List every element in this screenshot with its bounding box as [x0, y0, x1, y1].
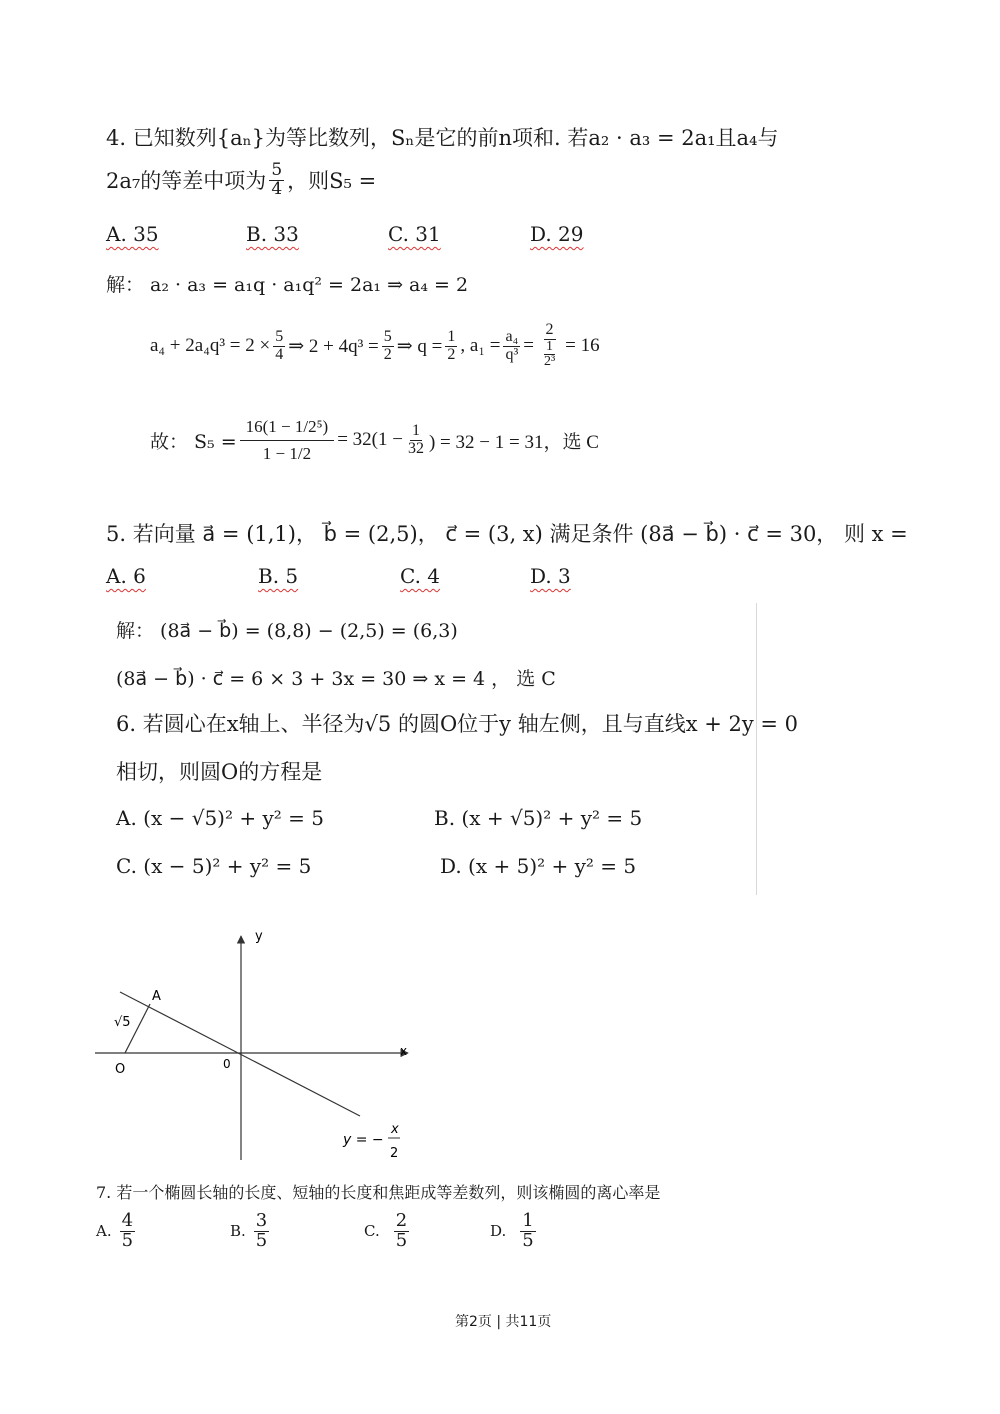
q7-option-c: [364, 1212, 412, 1251]
q4-line2: [106, 162, 376, 199]
q4-sol3-a: 故： S₅ =: [150, 430, 237, 453]
q4-sol3-c: ) = 32 − 1 = 31，选 C: [428, 431, 599, 453]
q5-solution-line1: 解： (8a⃗ − b⃗) = (8,8) − (2,5) = (6,3): [116, 620, 458, 642]
q7-option-a-frac: [120, 1212, 135, 1251]
q4-sol2-a: a₄ + 2a₄q³ = 2 ×: [150, 335, 271, 357]
q4-sol3-frac2: [406, 423, 426, 458]
x-axis-label: x: [400, 1044, 408, 1058]
q7-option-d-den: 5: [522, 1229, 534, 1251]
q5-option-c: C. 4: [400, 564, 441, 588]
q7-option-b-frac: [254, 1212, 269, 1251]
q7-option-c-num: 2: [395, 1210, 408, 1231]
y-axis-label: y: [255, 929, 263, 944]
q4-sol3-frac2-num: 1: [411, 422, 420, 440]
q4-frac-den: 4: [271, 178, 283, 199]
point-a-label: A: [152, 989, 161, 1004]
q4-solution-line1: 解： a₂ · a₃ = a₁q · a₁q² = 2a₁ ⇒ a₄ = 2: [106, 274, 469, 296]
q4-sol3-bigfrac: [240, 418, 335, 463]
line-eq-den: 2: [390, 1146, 399, 1161]
q4-option-b: B. 33: [246, 222, 299, 246]
line-eq-label: y = −: [343, 1132, 384, 1148]
q7-option-b-den: 5: [255, 1229, 268, 1251]
q7-option-a: [96, 1212, 138, 1251]
q4-sol2-frac2-den: 2: [383, 345, 392, 363]
page-footer: 第2页 | 共11页: [455, 1314, 552, 1330]
q4-sol2-frac5-num: 2: [545, 321, 554, 338]
q4-sol2-frac1-num: 5: [275, 327, 284, 345]
q4-sol2-frac2: [382, 329, 394, 364]
q4-sol2-e: =: [523, 335, 534, 357]
origin-label: 0: [223, 1057, 231, 1071]
q6-line2: 相切，则圆O的方程是: [116, 760, 323, 784]
point-o-label: O: [115, 1062, 126, 1077]
q5-solution-line2: (8a⃗ − b⃗) · c⃗ = 6 × 3 + 3x = 30 ⇒ x = 4 ， 选 C: [116, 668, 556, 690]
q4-sol2-frac2-num: 5: [383, 327, 392, 345]
q7-option-d-frac: [520, 1212, 535, 1251]
q4-sol2-frac4-num: a₄: [505, 327, 519, 345]
q4-sol2-frac3-num: 1: [447, 327, 456, 345]
q4-sol2-frac1: [273, 329, 285, 364]
q4-sol2-frac5-inner: [542, 340, 557, 370]
q4-line2-text-b: ，则S₅ =: [287, 169, 377, 194]
q4-sol2-frac5-inner-num: 1: [546, 338, 554, 354]
q7-option-a-letter: A.: [96, 1222, 112, 1241]
q6-figure: [90, 920, 420, 1170]
q4-sol2-frac3: [445, 329, 457, 364]
q4-sol3-b: = 32(1 −: [337, 429, 403, 451]
q7-option-d-letter: D.: [490, 1222, 507, 1241]
tangent-line: [120, 992, 360, 1116]
panel-divider: [756, 603, 757, 895]
q4-frac-num: 5: [271, 160, 283, 180]
q4-sol2-f: = 16: [565, 335, 600, 357]
q4-option-c: C. 31: [388, 222, 441, 246]
q4-sol2-b: ⇒ 2 + 4q³ =: [288, 335, 379, 357]
q4-solution-line2: [150, 322, 600, 370]
q6-line1: 6. 若圆心在x轴上、半径为√5 的圆O位于y 轴左侧，且与直线x + 2y = 0: [116, 712, 799, 736]
q4-sol2-frac5: [537, 322, 562, 370]
q4-sol2-frac4: [503, 329, 520, 364]
q4-sol3-den: 1 − 1/2: [262, 443, 312, 463]
q7-option-c-frac: [394, 1212, 409, 1251]
q4-fraction: [269, 162, 284, 199]
q4-sol2-frac5-inner-den: 2³: [543, 354, 556, 370]
q4-solution-line3: [150, 418, 599, 463]
radius-label: √5: [114, 1015, 131, 1030]
q4-sol2-c: ⇒ q =: [396, 335, 443, 357]
q5-option-d: D. 3: [530, 564, 571, 588]
q7-option-a-den: 5: [121, 1229, 134, 1251]
q7-option-c-den: 5: [395, 1229, 408, 1251]
q5-option-b: B. 5: [258, 564, 299, 588]
q4-sol3-num: 16(1 − 1/2⁵): [240, 418, 335, 441]
q4-option-a: A. 35: [106, 222, 159, 246]
q6-option-b: B. (x + √5)² + y² = 5: [434, 806, 643, 830]
q4-line2-text-a: 2a₇的等差中项为: [106, 169, 267, 194]
q4-sol2-frac4-den: q³: [505, 345, 519, 363]
q7-option-d: [490, 1212, 539, 1251]
q4-line1: 4. 已知数列{aₙ}为等比数列，Sₙ是它的前n项和. 若a₂ · a₃ = 2a₁且a₄与: [106, 126, 779, 150]
q6-option-d: D. (x + 5)² + y² = 5: [440, 854, 637, 878]
q5-line1: 5. 若向量 a⃗ = (1,1)， b⃗ = (2,5)， c⃗ = (3, x) 满足条件 (8a⃗ − b⃗) · c⃗ = 30， 则 x =: [106, 522, 908, 546]
q4-option-d: D. 29: [530, 222, 584, 246]
q7-option-c-letter: C.: [364, 1222, 380, 1241]
q6-option-a: A. (x − √5)² + y² = 5: [116, 806, 324, 830]
q7-option-a-num: 4: [121, 1210, 134, 1231]
q4-sol2-d: , a₁ =: [460, 335, 501, 357]
q6-option-c: C. (x − 5)² + y² = 5: [116, 854, 312, 878]
line-eq-num: x: [391, 1122, 399, 1137]
q5-option-a: A. 6: [106, 564, 146, 588]
q7-option-b-letter: B.: [230, 1222, 246, 1241]
q7-option-b: [230, 1212, 272, 1251]
q4-sol3-frac2-den: 32: [407, 439, 424, 457]
q7-line1: 7. 若一个椭圆长轴的长度、短轴的长度和焦距成等差数列，则该椭圆的离心率是: [96, 1183, 661, 1202]
q7-option-d-num: 1: [522, 1210, 534, 1231]
q4-sol2-frac1-den: 4: [275, 345, 284, 363]
q4-sol2-frac3-den: 2: [447, 345, 456, 363]
q4-sol2-frac5-den: [537, 340, 562, 370]
q7-option-b-num: 3: [255, 1210, 268, 1231]
